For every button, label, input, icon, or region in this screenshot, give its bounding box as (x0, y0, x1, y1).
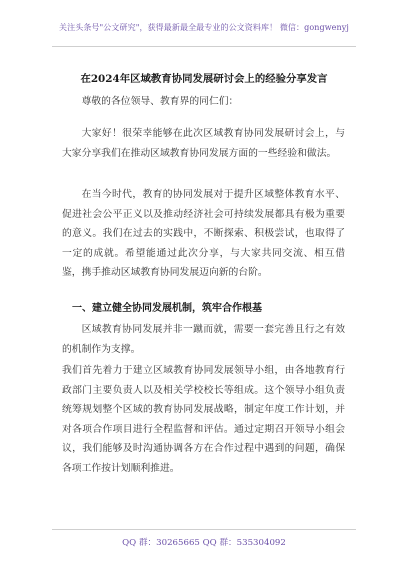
paragraph-1 (62, 124, 345, 163)
paragraph-3 (62, 320, 345, 359)
paragraph-1-text: 大家好！很荣幸能够在此次区域教育协同发展研讨会上，与大家分享我们在推动区域教育协同发展方面的一些经验和做法。 (62, 128, 345, 159)
paragraph-2 (62, 185, 345, 283)
paragraph-4-text: 我们首先着力于建立区域教育协同发展领导小组，由各地教育行政部门主要负责人以及相关学校校长等组成。这个领导小组负责统筹规划整个区域的教育协同发展战略，制定年度工作计划，并对各项合作项目进行全程监督和评估。通过定期召开领导小组会议，我们能够及时沟通协调各方在合作过程中遇到的问题，确保各项工作按计划顺利推进。 (62, 365, 345, 474)
header-promo-note: 关注头条号"公文研究"，获得最新最全最专业的公文资料库！ 微信：gongwenyj (59, 23, 349, 32)
paragraph-3-text: 区域教育协同发展并非一蹴而就，需要一套完善且行之有效的机制作为支撑。 (62, 324, 345, 355)
footer-qq-groups: QQ 群：30265665 QQ 群：535304092 (122, 538, 286, 548)
footer-divider (52, 529, 356, 530)
section-1-heading: 一、建立健全协同发展机制，筑牢合作根基 (72, 303, 262, 314)
header-divider (52, 46, 356, 47)
paragraph-2-text: 在当今时代，教育的协同发展对于提升区域整体教育水平、促进社会公平正义以及推动经济社会可持续发展都具有极为重要的意义。我们在过去的实践中，不断探索、积极尝试，也取得了一定的成就。希望能通过此次分享，与大家共同交流、相互借鉴，携手推动区域教育协同发展迈向新的台阶。 (62, 189, 345, 278)
salutation (62, 92, 345, 112)
document-title: 在2024年区域教育协同发展研讨会上的经验分享发言 (80, 73, 328, 85)
paragraph-4 (62, 361, 345, 478)
salutation-text: 尊敬的各位领导、教育界的同仁们： (81, 96, 239, 107)
